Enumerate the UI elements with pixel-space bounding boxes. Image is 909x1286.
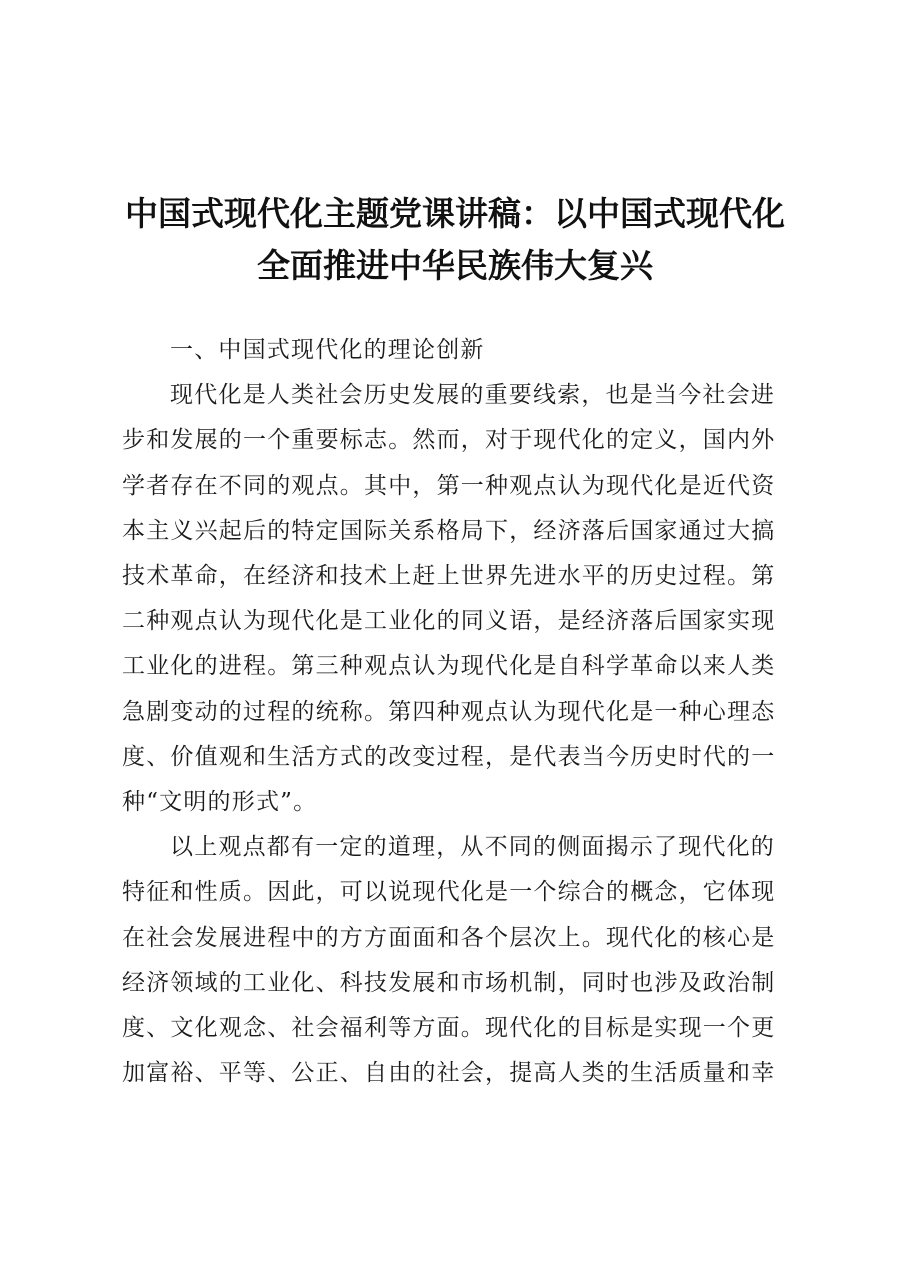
text-line: 急剧变动的过程的统称。第四种观点认为现代化是一种心理态 xyxy=(122,698,776,725)
text-line: 以上观点都有一定的道理，从不同的侧面揭示了现代化的 xyxy=(170,834,775,861)
section-heading: 一、中国式现代化的理论创新 xyxy=(170,337,485,363)
title-line-1: 中国式现代化主题党课讲稿：以中国式现代化 xyxy=(125,194,785,233)
text-line: 经济领域的工业化、科技发展和市场机制，同时也涉及政治制 xyxy=(122,969,776,996)
text-line: 本主义兴起后的特定国际关系格局下，经济落后国家通过大搞 xyxy=(122,517,776,544)
paragraph-1 xyxy=(122,373,794,825)
text-line: 步和发展的一个重要标志。然而，对于现代化的定义，国内外 xyxy=(122,427,776,454)
text-line: 现代化是人类社会历史发展的重要线索，也是当今社会进 xyxy=(170,382,775,409)
title-line-2: 全面推进中华民族伟大复兴 xyxy=(257,246,653,285)
text-line: 工业化的进程。第三种观点认为现代化是自科学革命以来人类 xyxy=(122,653,776,680)
text-line: 技术革命，在经济和技术上赶上世界先进水平的历史过程。第 xyxy=(122,563,776,590)
text-line: 度、文化观念、社会福利等方面。现代化的目标是实现一个更 xyxy=(122,1015,776,1042)
text-line: 度、价值观和生活方式的改变过程，是代表当今历史时代的一 xyxy=(122,743,776,770)
paragraph-2 xyxy=(122,825,794,1096)
text-line: 学者存在不同的观点。其中，第一种观点认为现代化是近代资 xyxy=(122,472,776,499)
text-line: 特征和性质。因此，可以说现代化是一个综合的概念，它体现 xyxy=(122,879,776,906)
text-line: 在社会发展进程中的方方面面和各个层次上。现代化的核心是 xyxy=(122,924,776,951)
text-line: 二种观点认为现代化是工业化的同义语，是经济落后国家实现 xyxy=(122,608,776,635)
text-line: 种“文明的形式”。 xyxy=(122,789,318,816)
document-title xyxy=(110,188,800,292)
document-body xyxy=(122,328,794,1096)
text-line: 加富裕、平等、公正、自由的社会，提高人类的生活质量和幸 xyxy=(122,1060,776,1087)
